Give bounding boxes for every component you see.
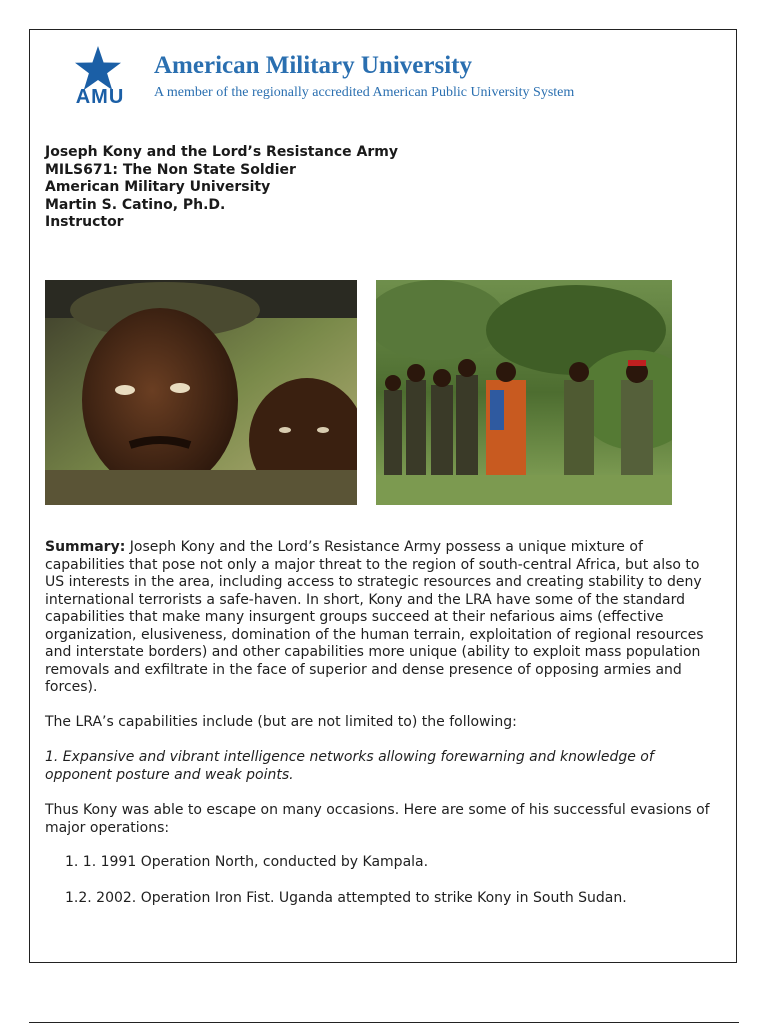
- amu-logo: [66, 46, 134, 110]
- institution: American Military University: [45, 179, 271, 195]
- instructor-role: Instructor: [45, 214, 124, 230]
- evasions-intro: Thus Kony was able to escape on many occasions. Here are some of his successful evasions of major operations:: [45, 802, 710, 836]
- summary-paragraph: [45, 539, 721, 697]
- evasion-list-item: 1.2. 2002. Operation Iron Fist. Uganda attempted to strike Kony in South Sudan.: [65, 890, 627, 906]
- capability-item-1: 1. Expansive and vibrant intelligence networks allowing forewarning and knowledge of opponent posture and weak points.: [45, 749, 654, 783]
- summary-text: Joseph Kony and the Lord’s Resistance Army possess a unique mixture of capabilities that pose not only a major threat to the region of south-central Africa, but also to US interests in the area, including access to strategic resources and creating stability to deny international terrorists a safe-haven. In short, Kony and the LRA have some of the standard capabilities that make many insurgent groups succeed at their nefarious aims (effective organization, elusiveness, domination of the human terrain, exploitation of regional resources and interstate borders) and other capabilities more unique (ability to exploit mass population removals and exfiltrate in the face of superior and dense presence of opposing armies and forces).: [45, 539, 704, 695]
- summary-label: Summary:: [45, 539, 126, 555]
- university-tagline: A member of the regionally accredited American Public University System: [154, 85, 575, 100]
- capabilities-intro: The LRA’s capabilities include (but are not limited to) the following:: [45, 714, 517, 730]
- instructor-name: Martin S. Catino, Ph.D.: [45, 196, 226, 213]
- document-page: [29, 29, 737, 963]
- footer-divider: [29, 1022, 739, 1023]
- photo-lra-soldiers: [376, 280, 672, 505]
- star-icon: [75, 46, 121, 90]
- course-info: [45, 144, 398, 232]
- university-name: American Military University: [154, 52, 472, 79]
- paper-title: Joseph Kony and the Lord’s Resistance Army: [45, 144, 399, 160]
- course-code: MILS671: The Non State Soldier: [45, 161, 296, 178]
- evasion-list-item: 1. 1. 1991 Operation North, conducted by Kampala.: [65, 854, 429, 870]
- photo-kony-portrait: [45, 280, 357, 505]
- logo-text: AMU: [75, 86, 125, 108]
